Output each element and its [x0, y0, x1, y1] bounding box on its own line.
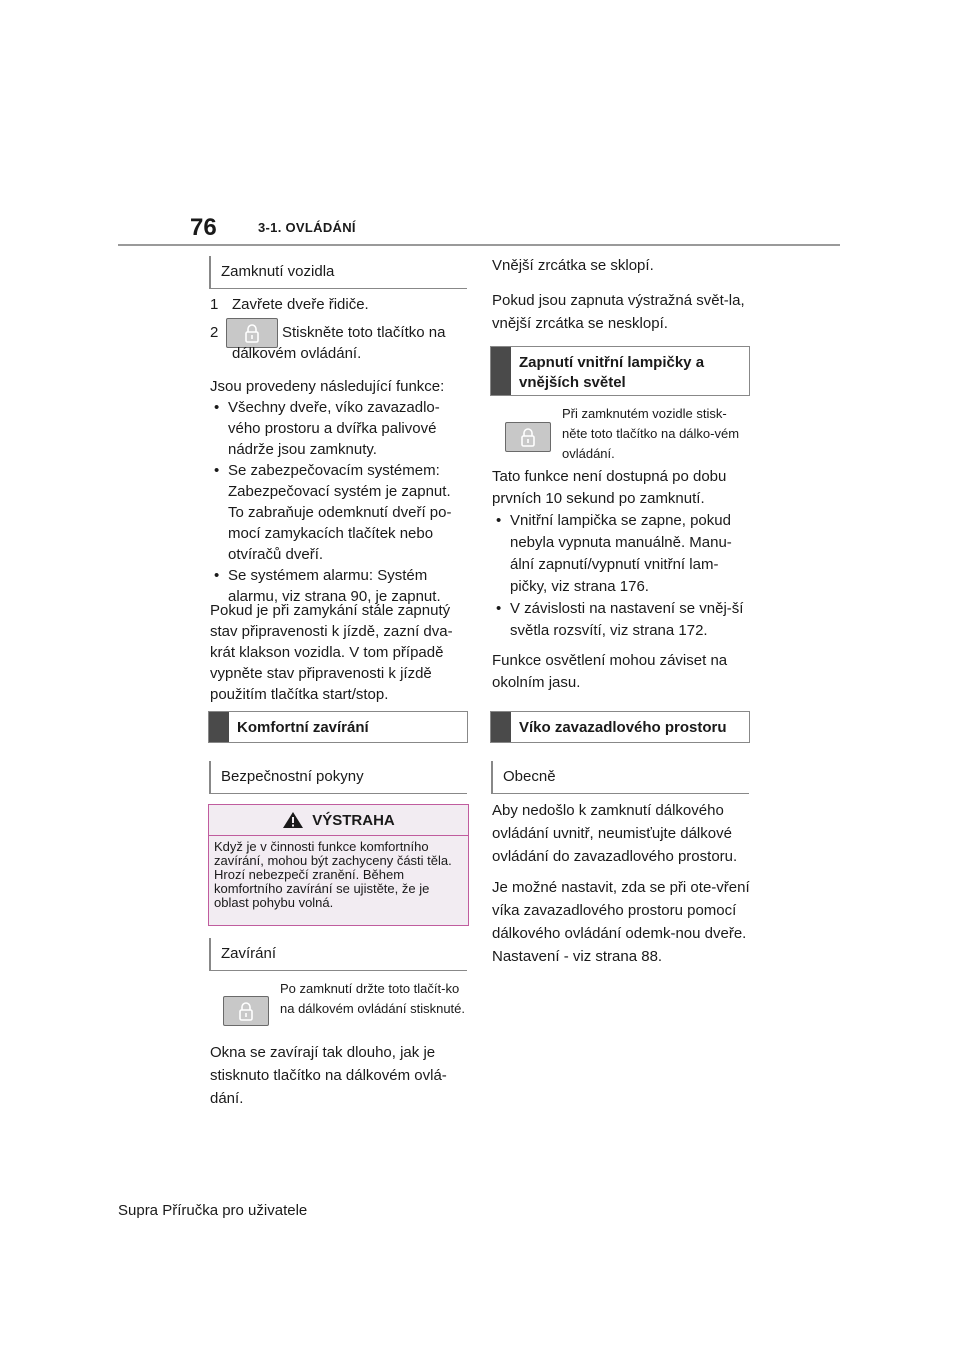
warning-box	[208, 804, 469, 926]
step-text: Stiskněte toto tlačítko na dálkovém ovládání.	[232, 324, 446, 362]
lock-icon	[238, 1001, 254, 1021]
paragraph: Pokud jsou zapnuta výstražná svět-la, vnější zrcátka se nesklopí.	[492, 292, 745, 332]
bullet-list	[492, 510, 752, 642]
footer-text: Supra Příručka pro uživatele	[118, 1202, 308, 1219]
remote-lock-button	[223, 996, 269, 1026]
subheading-general: Obecně	[491, 761, 749, 794]
subheading-locking: Zamknutí vozidla	[209, 256, 467, 289]
functions-block	[210, 376, 470, 607]
lamp-instruction: Při zamknutém vozidle stisk-něte toto tlačítko na dálko-vém ovládání.	[562, 406, 740, 461]
right-intro	[492, 254, 752, 335]
subheading-safety: Bezpečnostní pokyny	[209, 761, 467, 794]
section-title: Víko zavazadlového prostoru	[519, 719, 727, 736]
step-text: Zavřete dveře řidiče.	[232, 296, 369, 313]
hold-instruction: Po zamknutí držte toto tlačít-ko na dálkovém ovládání stisknuté.	[280, 981, 465, 1016]
paragraph: Okna se zavírají tak dlouho, jak je stisknuto tlačítko na dálkovém ovlá-dání.	[210, 1044, 447, 1107]
lights-block	[492, 466, 752, 694]
header-rule	[118, 244, 840, 246]
lock-icon	[520, 427, 536, 447]
list-item: • Vnitřní lampička se zapne, pokud nebyla vypnuta manuálně. Manu-ální zapnutí/vypnutí vnitřní lam-pičky, viz strana 176.	[492, 510, 752, 598]
trunk-block	[492, 799, 752, 968]
list-item: • V závislosti na nastavení se vněj-ší světla rozsvítí, viz strana 172.	[492, 598, 752, 642]
paragraph: Funkce osvětlení mohou záviset na okolním jasu.	[492, 652, 728, 691]
paragraph: Jsou provedeny následující funkce:	[210, 378, 445, 395]
paragraph: Tato funkce není dostupná po dobu prvních 10 sekund po zamknutí.	[492, 468, 727, 507]
section-interior-lights	[490, 346, 750, 396]
subheading-closing: Zavírání	[209, 938, 467, 971]
warning-triangle-icon	[282, 811, 304, 829]
paragraph: Je možné nastavit, zda se při ote-vření víka zavazadlového prostoru pomocí dálkového ovládání odemk-nou dveře. Nastavení - viz strana 88.	[492, 879, 750, 965]
list-item: • Všechny dveře, víko zavazadlo-vého prostoru a dvířka palivové nádrže jsou zamknuty.	[210, 397, 470, 460]
paragraph: Pokud je při zamykání stále zapnutý stav připravenosti k jízdě, zazní dva-krát klakson vozidla. V tom případě vypněte stav připravenosti k jízdě použitím tlačítka start/stop.	[210, 602, 453, 703]
step-number: 2	[210, 324, 219, 341]
list-item: • Se zabezpečovacím systémem: Zabezpečovací systém je zapnut. To zabraňuje odemknutí dveří po-mocí zamykacích tlačítek nebo otvíračů dveří.	[210, 460, 470, 565]
bullet-list	[210, 397, 470, 607]
section-comfort-closing	[208, 711, 468, 743]
chapter-title: 3-1. OVLÁDÁNÍ	[258, 220, 356, 235]
section-title: Zapnutí vnitřní lampičky a vnějších světel	[519, 354, 705, 391]
section-trunk-lid	[490, 711, 750, 743]
section-title: Komfortní zavírání	[237, 719, 369, 736]
page-number: 76	[190, 214, 217, 241]
step-number: 1	[210, 296, 219, 313]
remote-lock-button	[505, 422, 551, 452]
step-list	[210, 294, 470, 315]
list-item: • Se systémem alarmu: Systém alarmu, viz strana 90, je zapnut.	[210, 565, 470, 607]
warning-text: Když je v činnosti funkce komfortního zavírání, mohou být zachyceny části těla. Hrozí nebezpečí zranění. Během komfortního zavírání se ujistěte, že je oblast pohybu volná.	[214, 839, 452, 910]
paragraph: Aby nedošlo k zamknutí dálkového ovládání uvnitř, neumisťujte dálkové ovládání do zavazadlového prostoru.	[492, 802, 738, 865]
warning-title: VÝSTRAHA	[312, 811, 395, 829]
paragraph: Vnější zrcátka se sklopí.	[492, 257, 654, 274]
